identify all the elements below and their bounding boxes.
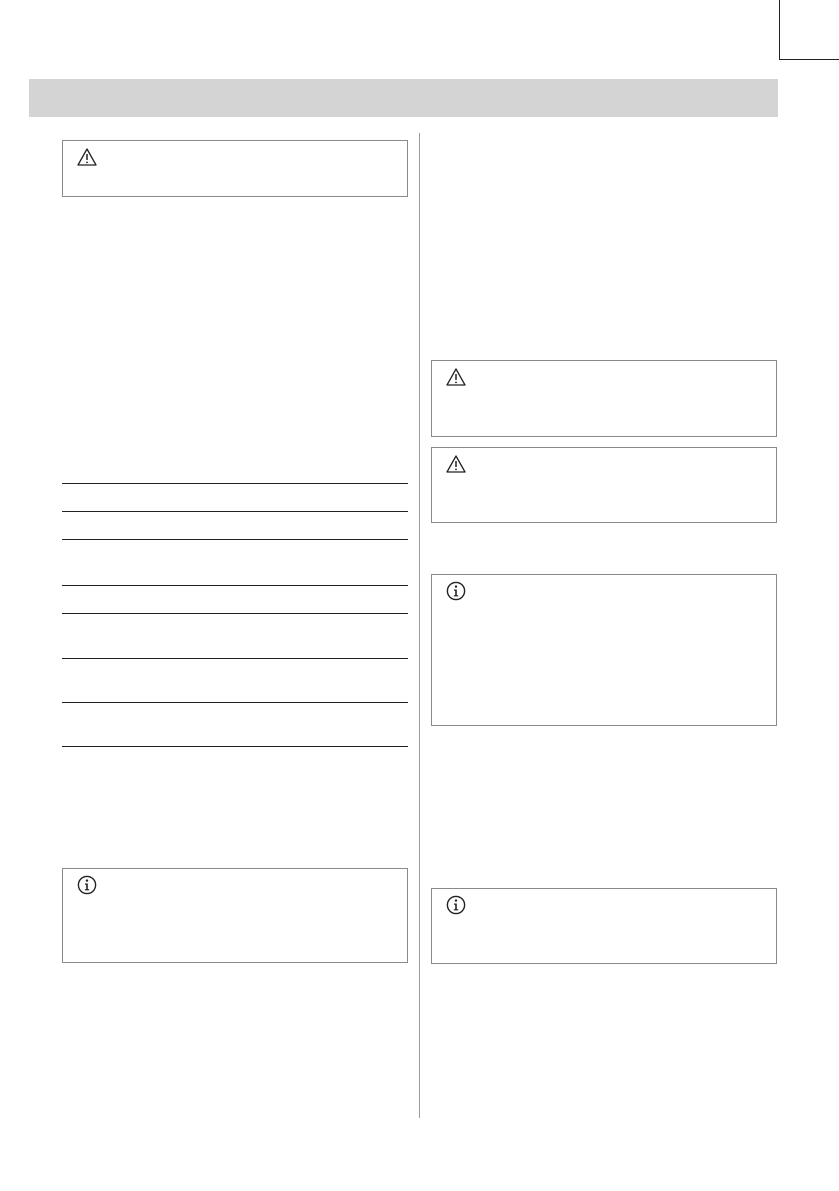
warning-triangle-icon <box>446 367 466 387</box>
table-rule <box>62 539 408 540</box>
info-box <box>431 888 777 964</box>
table-rule <box>62 746 408 747</box>
table-rule <box>62 658 408 659</box>
info-circle-icon <box>77 875 97 895</box>
info-box <box>431 574 777 726</box>
info-box <box>62 868 408 963</box>
warning-box <box>431 447 777 523</box>
crop-mark-horizontal <box>779 59 839 60</box>
crop-mark-vertical <box>779 0 780 60</box>
warning-triangle-icon <box>77 147 97 167</box>
warning-box <box>62 140 408 197</box>
table-rule <box>62 613 408 614</box>
warning-triangle-icon <box>446 454 466 474</box>
table-rule <box>62 585 408 586</box>
section-header-bar <box>29 79 778 117</box>
info-circle-icon <box>446 581 466 601</box>
column-divider <box>419 133 420 1118</box>
warning-box <box>431 360 777 437</box>
table-rule <box>62 511 408 512</box>
table-rule <box>62 483 408 484</box>
info-circle-icon <box>446 895 466 915</box>
table-rule <box>62 702 408 703</box>
